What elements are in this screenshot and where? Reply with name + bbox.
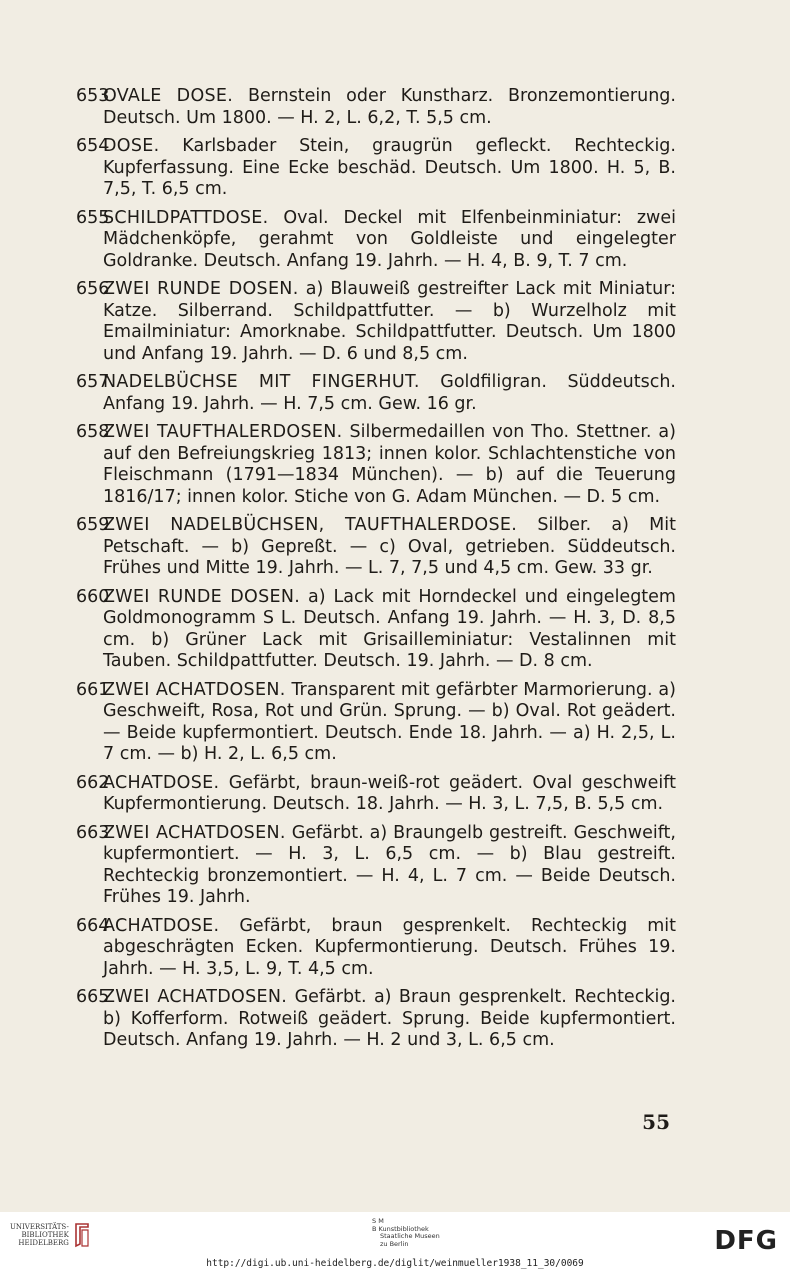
permalink-url[interactable]: http://digi.ub.uni-heidelberg.de/diglit/weinmueller1938_11_30/0069 [206, 1258, 584, 1269]
catalog-entry [76, 515, 676, 580]
entry-number: 661 [76, 679, 110, 700]
entry-description: Silber. a) Mit Petschaft. — b) Gepreßt. — c) Oval, getrieben. Süddeutsch. Frühes und Mitte 19. Jahrh. — L. 7, 7,5 und 4,5 cm. Gew. 33 gr. [103, 515, 676, 578]
entry-description: Gefärbt. a) Braungelb gestreift. Geschweift, kupfermontiert. — H. 3, L. 6,5 cm. — b) Blau gestreift. Rechteckig bronzemontiert. — H. 4, L. 7 cm. — Beide Deutsch. Frühes 19. Jahrh. [103, 822, 676, 907]
entry-description: Bernstein oder Kunstharz. Bronzemontierung. Deutsch. Um 1800. — H. 2, L. 6,2, T. 5,5 cm. [103, 86, 676, 128]
library-emblem-icon [73, 1222, 91, 1248]
university-library-logo[interactable] [10, 1222, 91, 1248]
entry-title: SCHILDPATTDOSE. [103, 207, 269, 228]
entry-number: 664 [76, 915, 110, 936]
entry-title: ZWEI RUNDE DOSEN. [103, 586, 301, 607]
entry-number: 660 [76, 586, 110, 607]
spk-line-1: S M [372, 1217, 384, 1225]
entry-description: Gefärbt. a) Braun gesprenkelt. Rechteckig. b) Kofferform. Rotweiß geädert. Sprung. Beide kupfermontiert. Deutsch. Anfang 19. Jahrh. — H. 2 und 3, L. 6,5 cm. [103, 987, 676, 1050]
entry-description: Karlsbader Stein, graugrün gefleckt. Rechteckig. Kupferfassung. Eine Ecke beschäd. Deutsch. Um 1800. H. 5, B. 7,5, T. 6,5 cm. [103, 136, 676, 199]
catalog-entry [76, 587, 676, 673]
entry-title: ACHATDOSE. [103, 915, 220, 936]
entry-number: 663 [76, 822, 110, 843]
catalog-entry [76, 279, 676, 365]
page-number: 55 [642, 1110, 670, 1134]
entry-number: 654 [76, 136, 110, 156]
catalog-entries [76, 86, 676, 1059]
entry-description: Transparent mit gefärbter Marmorierung. a) Geschweift, Rosa, Rot und Grün. Sprung. — b) Oval. Rot geädert. — Beide kupfermontiert. Deutsch. Ende 18. Jahrh. — a) H. 2,5, L. 7 cm. — b) H. 2, L. 6,5 cm. [103, 679, 676, 764]
catalog-entry [76, 916, 676, 981]
footer-bar [0, 1212, 790, 1271]
entry-number: 658 [76, 422, 110, 442]
entry-number: 662 [76, 772, 110, 793]
entry-title: OVALE DOSE. [103, 86, 234, 106]
entry-title: ZWEI ACHATDOSEN. [103, 679, 286, 700]
catalog-entry [76, 422, 676, 508]
entry-title: ACHATDOSE. [103, 772, 220, 793]
spk-line-4: zu Berlin [380, 1239, 409, 1248]
catalog-entry [76, 372, 676, 415]
entry-title: ZWEI NADELBÜCHSEN, TAUFTHALERDOSE. [103, 515, 518, 535]
uni-line-3: HEIDELBERG [18, 1239, 69, 1247]
entry-description: Gefärbt, braun gesprenkelt. Rechteckig mit abgeschrägten Ecken. Kupfermontierung. Deutsch. Frühes 19. Jahrh. — H. 3,5, L. 9, T. 4,5 cm. [103, 915, 676, 979]
entry-description: Oval. Deckel mit Elfenbeinminiatur: zwei Mädchenköpfe, gerahmt von Goldleiste und eingelegter Goldranke. Deutsch. Anfang 19. Jahrh. — H. 4, B. 9, T. 7 cm. [103, 207, 676, 271]
catalog-entry [76, 987, 676, 1052]
smb-kunstbibliothek-logo[interactable] [372, 1218, 440, 1248]
entry-description: Gefärbt, braun-weiß-rot geädert. Oval geschweift Kupfermontierung. Deutsch. 18. Jahrh. — H. 3, L. 7,5, B. 5,5 cm. [103, 772, 676, 814]
entry-title: NADELBÜCHSE MIT FINGERHUT. [103, 372, 420, 392]
entry-number: 653 [76, 86, 110, 106]
catalog-entry [76, 86, 676, 129]
entry-description: a) Lack mit Horndeckel und eingelegtem Goldmonogramm S L. Deutsch. Anfang 19. Jahrh. — H. 3, D. 8,5 cm. b) Grüner Lack mit Grisailleminiatur: Vestalinnen mit Tauben. Schildpattfutter. Deutsch. 19. Jahrh. — D. 8 cm. [103, 586, 676, 671]
entry-number: 665 [76, 987, 110, 1007]
dfg-logo[interactable]: DFG [714, 1226, 778, 1256]
entry-title: ZWEI RUNDE DOSEN. [103, 279, 299, 299]
entry-number: 656 [76, 279, 110, 299]
entry-description: Silbermedaillen von Tho. Stettner. a) auf den Befreiungskrieg 1813; innen kolor. Schlachtenstiche von Fleischmann (1791—1834 München). — b) auf die Teuerung 1816/17; innen kolor. Stiche von G. Adam München. — D. 5 cm. [103, 422, 676, 507]
entry-number: 655 [76, 207, 110, 228]
catalog-entry [76, 680, 676, 766]
catalog-entry [76, 136, 676, 201]
entry-number: 659 [76, 515, 110, 535]
spk-line-2: B Kunstbibliothek [372, 1224, 429, 1233]
entry-description: a) Blauweiß gestreifter Lack mit Miniatur: Katze. Silberrand. Schildpattfutter. — b) Wurzelholz mit Emailminiatur: Amorknabe. Schildpattfutter. Deutsch. Um 1800 und Anfang 19. Jahrh. — D. 6 und 8,5 cm. [103, 279, 676, 364]
uni-line-1: UNIVERSITÄTS- [10, 1223, 69, 1231]
catalog-entry [76, 208, 676, 273]
entry-title: ZWEI ACHATDOSEN. [103, 822, 286, 843]
entry-title: ZWEI TAUFTHALERDOSEN. [103, 422, 343, 442]
entry-title: DOSE. [103, 136, 160, 156]
uni-line-2: BIBLIOTHEK [21, 1231, 69, 1239]
entry-number: 657 [76, 372, 110, 392]
entry-title: ZWEI ACHATDOSEN. [103, 987, 288, 1007]
catalog-entry [76, 823, 676, 909]
entry-description: Goldfiligran. Süddeutsch. Anfang 19. Jahrh. — H. 7,5 cm. Gew. 16 gr. [103, 372, 676, 414]
spk-line-3: Staatliche Museen [380, 1232, 440, 1240]
catalog-entry [76, 773, 676, 816]
